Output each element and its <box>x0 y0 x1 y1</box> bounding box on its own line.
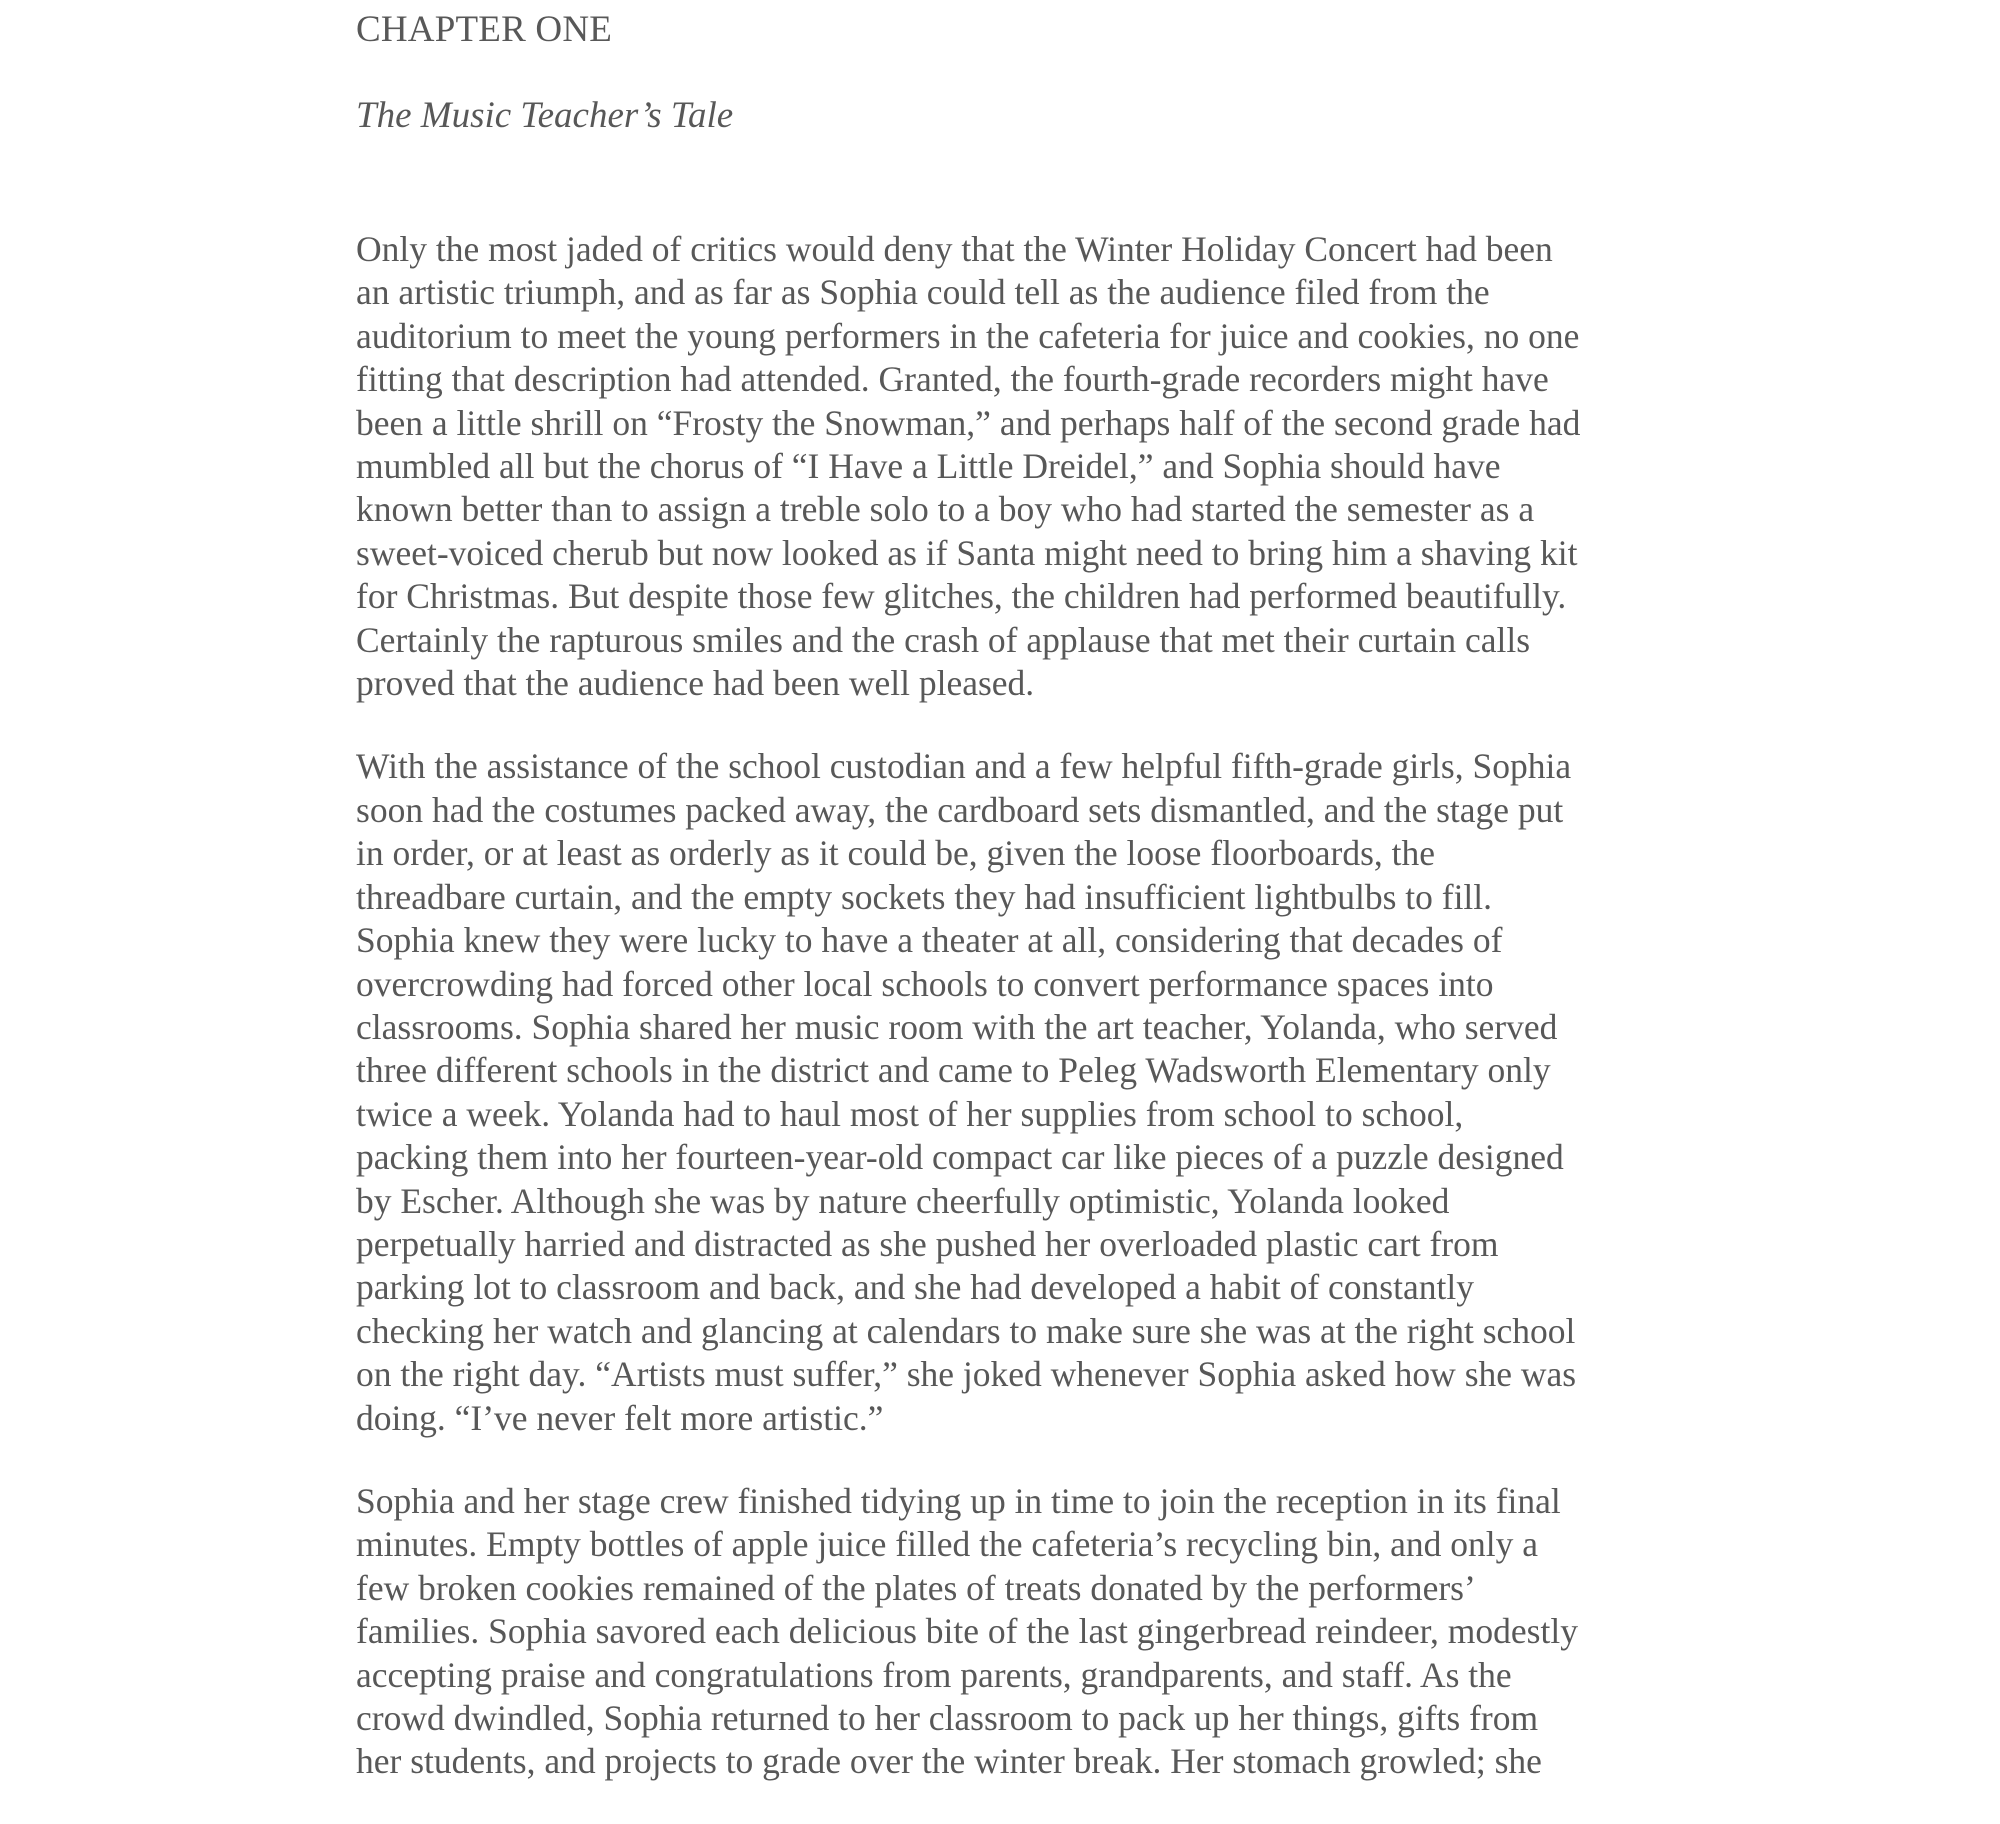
text-line: three different schools in the district and came to Peleg Wadsworth Elementary only <box>356 1050 1551 1091</box>
text-line: few broken cookies remained of the plates of treats donated by the performers’ <box>356 1567 1476 1608</box>
text-line: Sophia and her stage crew finished tidying up in time to join the reception in its final <box>356 1480 1561 1521</box>
text-line: fitting that description had attended. Granted, the fourth-grade recorders might have <box>356 359 1549 400</box>
text-line: checking her watch and glancing at calendars to make sure she was at the right school <box>356 1310 1576 1351</box>
paragraph-3 <box>356 1480 1686 1784</box>
chapter-heading: CHAPTER ONE <box>356 9 613 50</box>
text-line: Only the most jaded of critics would deny that the Winter Holiday Concert had been <box>356 229 1553 269</box>
body-text <box>356 228 1686 1784</box>
text-line: by Escher. Although she was by nature cheerfully optimistic, Yolanda looked <box>356 1180 1450 1221</box>
text-line: Certainly the rapturous smiles and the crash of applause that met their curtain calls <box>356 619 1531 660</box>
text-line: on the right day. “Artists must suffer,” she joked whenever Sophia asked how she was <box>356 1354 1577 1395</box>
text-line: With the assistance of the school custodian and a few helpful fifth-grade girls, Sophia <box>356 746 1572 787</box>
text-line: for Christmas. But despite those few glitches, the children had performed beautifully. <box>356 576 1567 617</box>
text-line: perpetually harried and distracted as she pushed her overloaded plastic cart from <box>356 1223 1499 1264</box>
text-line: parking lot to classroom and back, and she had developed a habit of constantly <box>356 1267 1474 1308</box>
text-line: packing them into her fourteen-year-old compact car like pieces of a puzzle designed <box>356 1137 1564 1178</box>
text-line: in order, or at least as orderly as it could be, given the loose floorboards, the <box>356 833 1436 874</box>
text-line: classrooms. Sophia shared her music room with the art teacher, Yolanda, who served <box>356 1006 1558 1047</box>
text-line: an artistic triumph, and as far as Sophia could tell as the audience filed from the <box>356 272 1490 313</box>
text-line: known better than to assign a treble solo to a boy who had started the semester as a <box>356 489 1535 530</box>
text-line: minutes. Empty bottles of apple juice filled the cafeteria’s recycling bin, and only a <box>356 1524 1538 1565</box>
chapter-title: The Music Teacher’s Tale <box>356 95 734 136</box>
text-line: threadbare curtain, and the empty sockets they had insufficient lightbulbs to fill. <box>356 876 1493 917</box>
text-line: her students, and projects to grade over the winter break. Her stomach growled; she <box>356 1741 1542 1782</box>
text-line: auditorium to meet the young performers in the cafeteria for juice and cookies, no one <box>356 315 1580 356</box>
text-line: doing. “I’ve never felt more artistic.” <box>356 1397 884 1438</box>
text-line: accepting praise and congratulations from parents, grandparents, and staff. As the <box>356 1654 1512 1695</box>
text-line: families. Sophia savored each delicious bite of the last gingerbread reindeer, modestly <box>356 1611 1578 1652</box>
text-line: Sophia knew they were lucky to have a theater at all, considering that decades of <box>356 920 1503 961</box>
text-line: sweet-voiced cherub but now looked as if Santa might need to bring him a shaving kit <box>356 532 1578 573</box>
text-line: been a little shrill on “Frosty the Snowman,” and perhaps half of the second grade had <box>356 402 1581 443</box>
paragraph-1 <box>356 228 1686 705</box>
text-line: overcrowding had forced other local schools to convert performance spaces into <box>356 963 1494 1004</box>
text-line: mumbled all but the chorus of “I Have a Little Dreidel,” and Sophia should have <box>356 446 1501 487</box>
document-page <box>356 0 1686 1824</box>
text-line: crowd dwindled, Sophia returned to her classroom to pack up her things, gifts from <box>356 1698 1539 1738</box>
text-line: twice a week. Yolanda had to haul most of her supplies from school to school, <box>356 1093 1464 1134</box>
paragraph-2 <box>356 745 1686 1440</box>
text-line: proved that the audience had been well pleased. <box>356 663 1035 704</box>
text-line: soon had the costumes packed away, the cardboard sets dismantled, and the stage put <box>356 789 1564 830</box>
